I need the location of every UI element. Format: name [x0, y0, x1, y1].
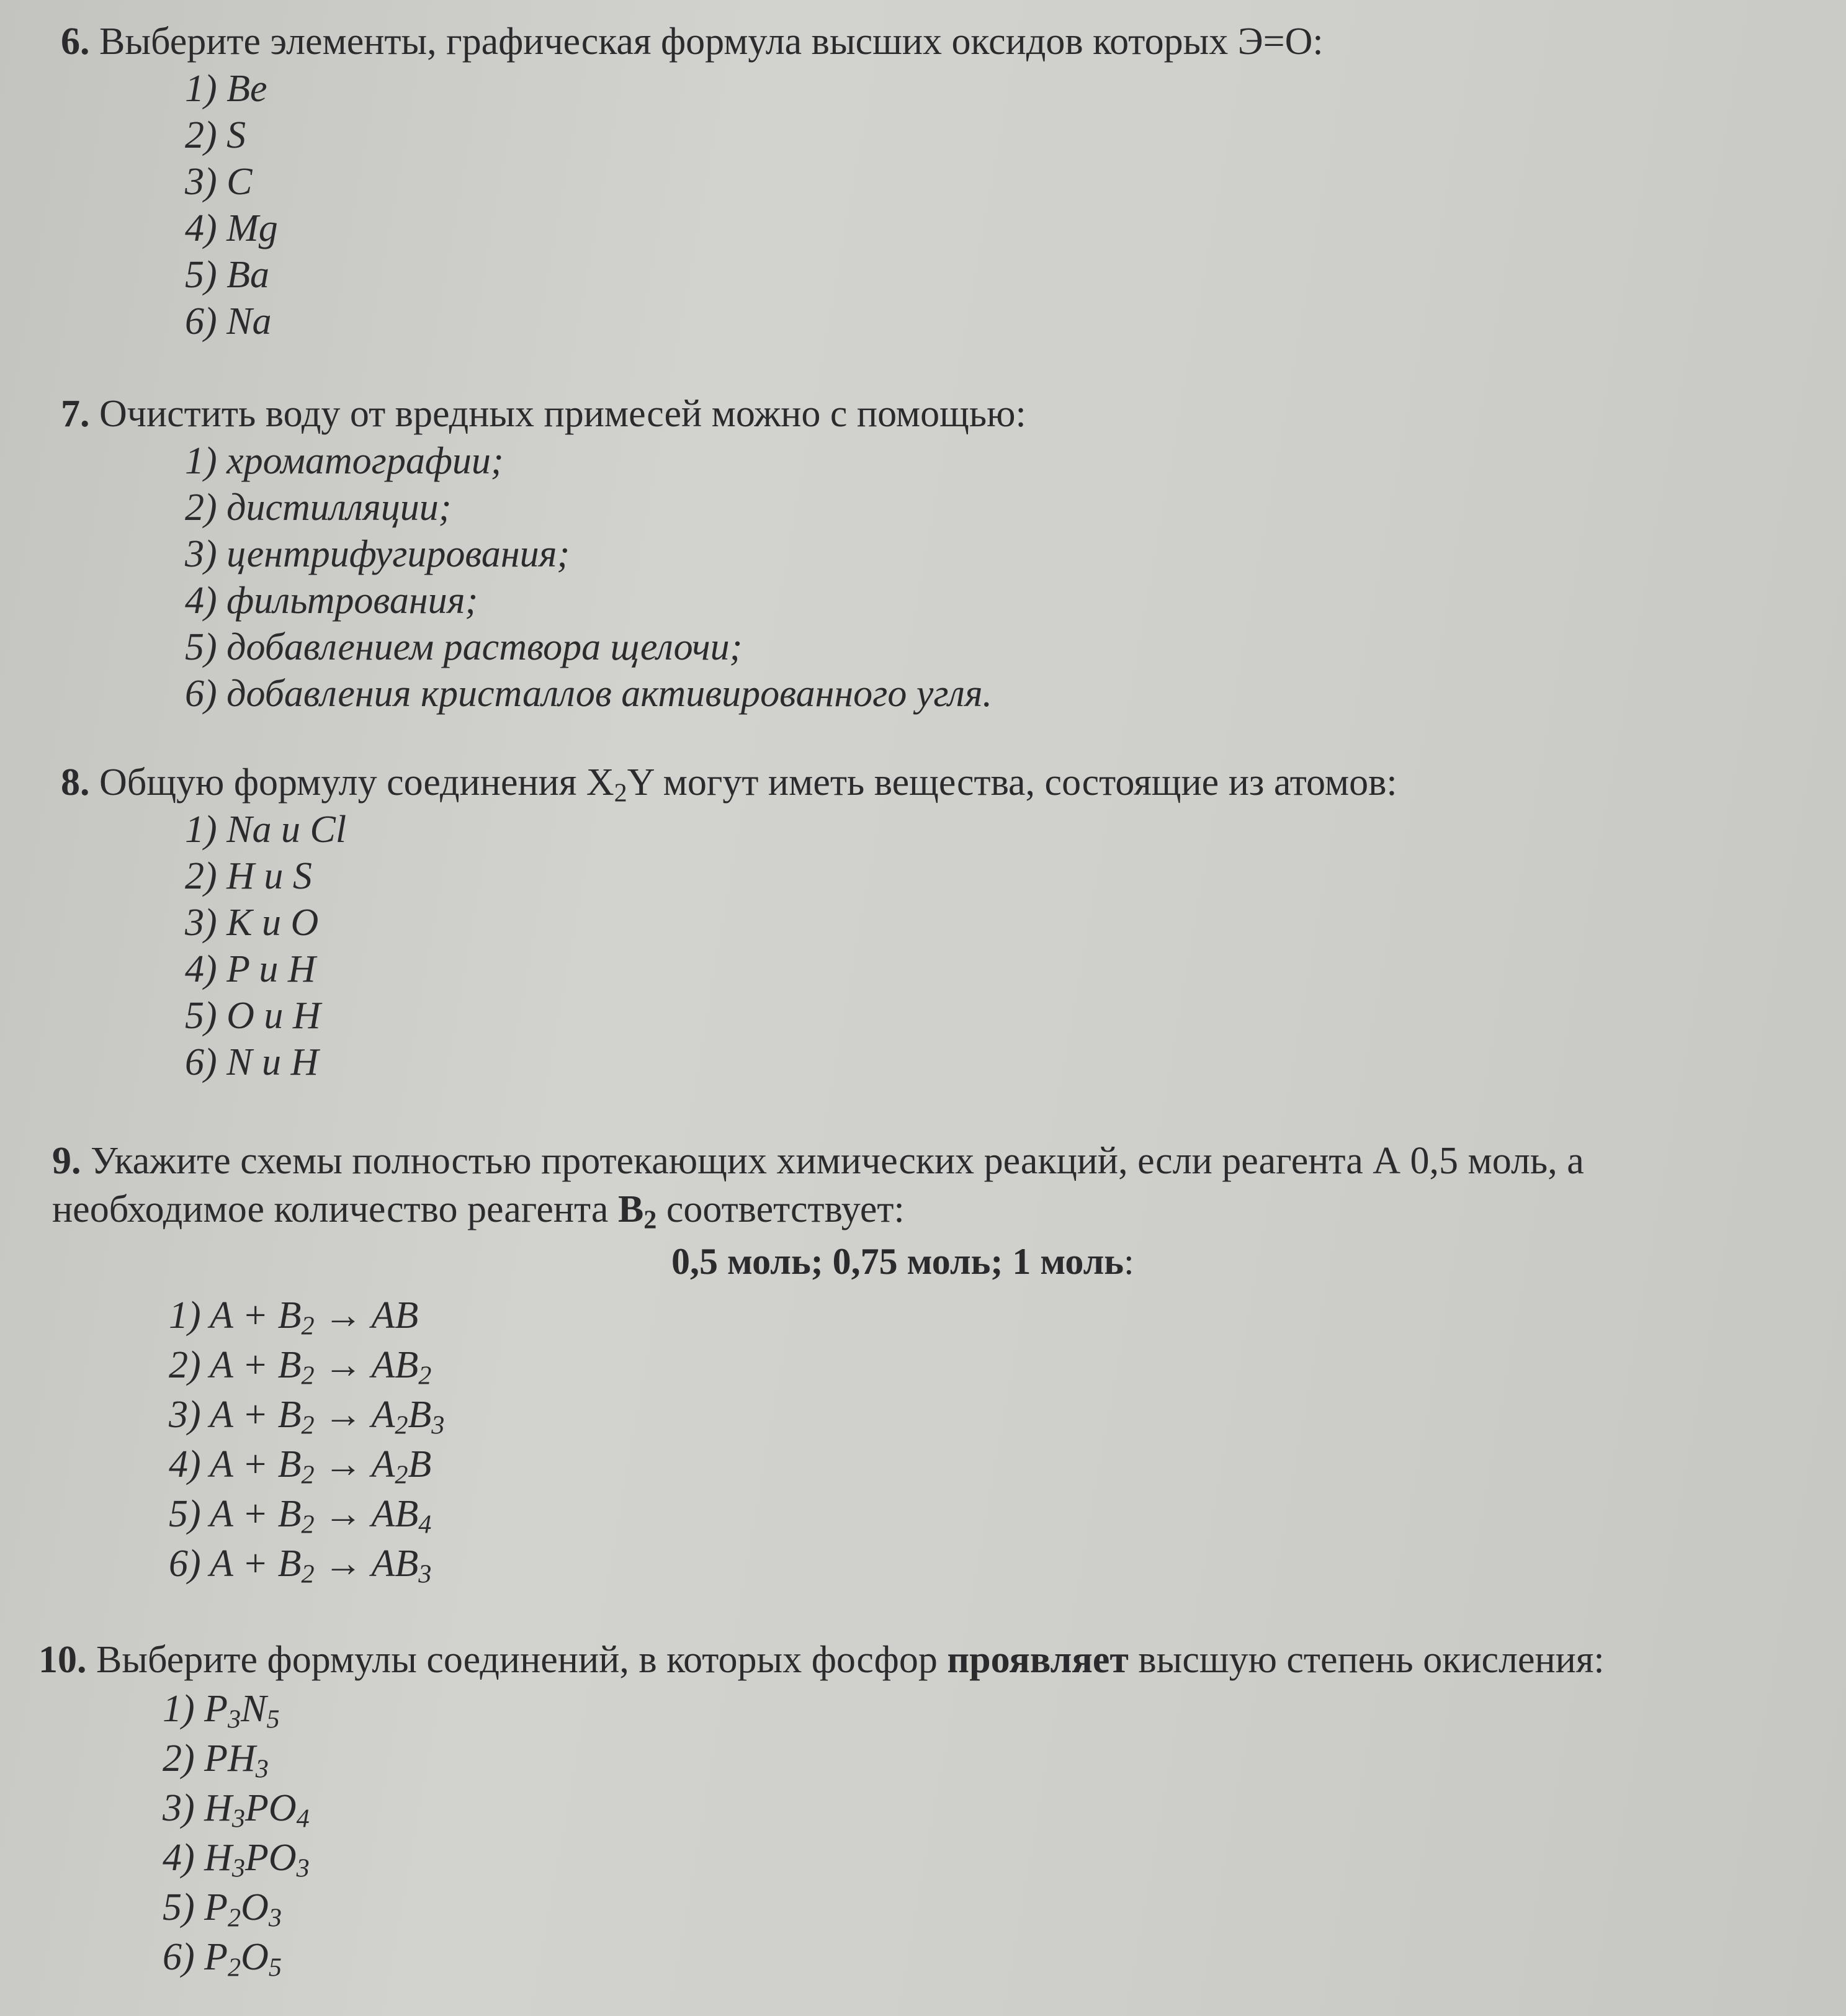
reagent-amounts: 0,5 моль; 0,75 моль; 1 моль:: [671, 1241, 1134, 1282]
option: 6) добавления кристаллов активированного угля.: [185, 673, 993, 715]
question-10-heading: [38, 1636, 1846, 1684]
option: 4) фильтрования;: [185, 580, 478, 622]
question-10-options: [163, 1684, 1846, 1982]
option: 2) $PH_3$: [163, 1737, 269, 1784]
question-10: [0, 1636, 1846, 1982]
question-9: [0, 1137, 1846, 1589]
option: 3) C: [185, 161, 253, 203]
question-number: 6.: [61, 20, 90, 63]
option: 1) Na и Cl: [185, 809, 347, 851]
option: 3) $A + B_2 \to A_2B_3$: [169, 1394, 445, 1440]
option: 1) $P_3N_5$: [163, 1688, 280, 1734]
option: 6) $A + B_2 \to AB_3$: [169, 1543, 432, 1589]
question-7: [0, 390, 1846, 717]
option: 4) $A + B_2 \to A_2B$: [169, 1443, 432, 1490]
question-6: [0, 17, 1846, 345]
question-number: 8.: [61, 761, 90, 804]
question-7-options: [185, 438, 1846, 717]
question-6-heading: [61, 17, 1846, 66]
option: 4) $H_3PO_3$: [163, 1837, 310, 1883]
question-text: Выберите формулы соединений, в которых фосфор проявляет высшую степень окисления:: [96, 1639, 1605, 1681]
option: 1) хроматографии;: [185, 440, 504, 482]
question-number: 10.: [38, 1639, 87, 1681]
question-9-heading-line1: [52, 1137, 1846, 1185]
question-text: Укажите схемы полностью протекающих химических реакций, если реагента А 0,5 моль, а: [91, 1140, 1584, 1182]
option: 2) $A + B_2 \to AB_2$: [169, 1344, 432, 1391]
option: 3) $H_3PO_4$: [163, 1787, 310, 1834]
question-number: 7.: [61, 393, 90, 435]
question-8-heading: [61, 758, 1846, 807]
question-9-options: [169, 1291, 444, 1588]
option: 4) Mg: [185, 207, 278, 249]
option: 6) $P_2O_5$: [163, 1936, 282, 1982]
option: 1) Be: [185, 68, 267, 110]
question-9-heading-line2: необходимое количество реагента $B_2$ соответствует:: [52, 1188, 905, 1235]
option: 6) N и H: [185, 1041, 319, 1083]
option: 6) Na: [185, 300, 272, 343]
option: 5) Ba: [185, 254, 270, 296]
question-8-options: [185, 807, 1846, 1086]
option: 5) $P_2O_3$: [163, 1886, 282, 1933]
question-number: 9.: [52, 1140, 81, 1182]
option: 3) центрифугирования;: [185, 533, 570, 575]
option: 5) O и H: [185, 995, 321, 1037]
option: 2) H и S: [185, 855, 312, 897]
option: 4) P и H: [185, 948, 316, 990]
question-text: Общую формулу соединения $X_2Y$ могут иметь вещества, состоящие из атомов:: [99, 761, 1397, 808]
option: 5) $A + B_2 \to AB_4$: [169, 1493, 432, 1539]
option: 2) дистилляции;: [185, 486, 452, 529]
question-6-options: [185, 66, 1846, 345]
option: 3) K и O: [185, 902, 319, 944]
option: 2) S: [185, 114, 246, 156]
question-7-heading: [61, 390, 1846, 438]
question-8: [0, 758, 1846, 1086]
option: 1) $A + B_2$ → AB: [169, 1294, 419, 1341]
option: 5) добавлением раствора щелочи;: [185, 626, 743, 668]
question-text: Выберите элементы, графическая формула высших оксидов которых Э=О:: [99, 20, 1324, 63]
question-text: Очистить воду от вредных примесей можно с помощью:: [99, 393, 1026, 435]
